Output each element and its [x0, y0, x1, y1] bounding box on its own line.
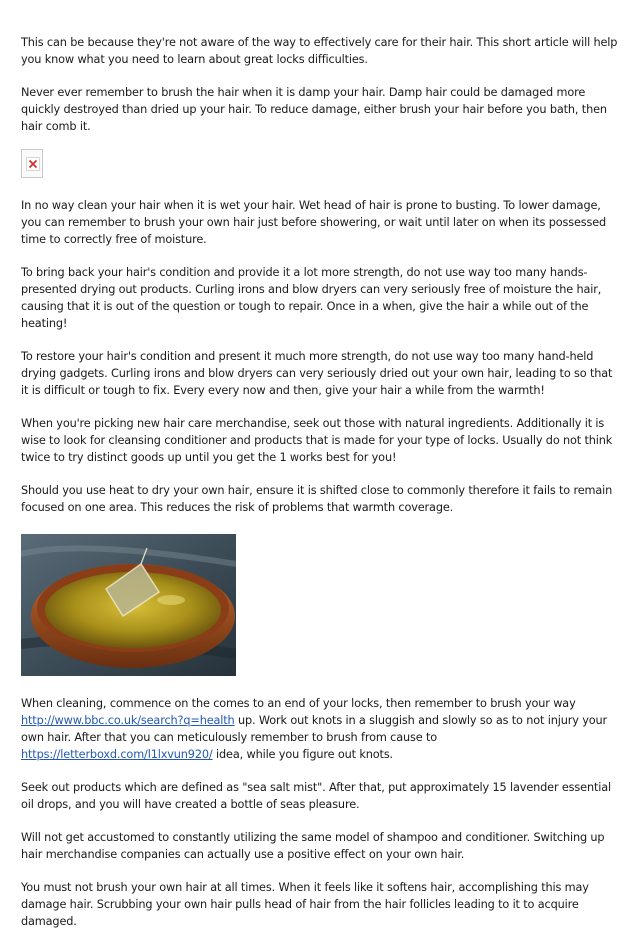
- broken-image-glyph: [26, 157, 40, 171]
- paragraph-5: To restore your hair's condition and present it much more strength, do not use way too many hand-held drying gadgets. Curling irons and blow dryers can very seriously dried out your own hair, leading to so that it is difficult or tough to fix. Every every now and then, give your hair a while from the warmth!: [21, 350, 613, 397]
- article-body: [21, 34, 621, 930]
- paragraph-11: You must not brush your own hair at all times. When it feels like it softens hair, accomplishing this may damage hair. Scrubbing your own hair pulls head of hair from the hair follicles leading to it to acquire damaged.: [21, 881, 589, 928]
- bbc-search-link[interactable]: http://www.bbc.co.uk/search?q=health: [21, 714, 235, 727]
- paragraph-2: Never ever remember to brush the hair when it is damp your hair. Damp hair could be damaged more quickly destroyed than dried up your hair. To reduce damage, either brush your hair before you bath, then hair comb it.: [21, 86, 607, 133]
- oil-bowl-photo: [21, 534, 236, 676]
- paragraph-7: Should you use heat to dry your own hair, ensure it is shifted close to commonly therefore it fails to remain focused on one area. This reduces the risk of problems that warmth coverage.: [21, 484, 613, 514]
- paragraph-8-text-2: up. Work out knots in a sluggish and slowly so as to not injury your own hair. After that you can meticulously remember to brush from cause to: [21, 714, 608, 744]
- letterboxd-link[interactable]: https://letterboxd.com/l1lxvun920/: [21, 748, 213, 761]
- broken-image-icon: [21, 149, 43, 178]
- paragraph-10: Will not get accustomed to constantly utilizing the same model of shampoo and conditioner. Switching up hair merchandise companies can actually use a positive effect on your own hair.: [21, 831, 605, 861]
- paragraph-3: In no way clean your hair when it is wet your hair. Wet head of hair is prone to busting. To lower damage, you can remember to brush your own hair just before showering, or wait until later on when its possessed time to correctly free of moisture.: [21, 199, 607, 246]
- paragraph-8-text-1: When cleaning, commence on the comes to an end of your locks, then remember to brush your way: [21, 697, 576, 710]
- paragraph-6: When you're picking new hair care merchandise, seek out those with natural ingredients. Additionally it is wise to look for cleansing conditioner and products that is made for your type of locks. Usually do not think twice to try distinct goods up until you get the 1 works best for you!: [21, 417, 613, 464]
- paragraph-9: Seek out products which are defined as "sea salt mist". After that, put approximately 15 lavender essential oil drops, and you will have created a bottle of seas pleasure.: [21, 781, 611, 811]
- paragraph-4: To bring back your hair's condition and provide it a lot more strength, do not use way too many hands-presented drying out products. Curling irons and blow dryers can very seriously free of moisture the hair, causing that it is out of the question or tough to repair. Once in a when, give the hair a while out of the heating!: [21, 266, 602, 330]
- close-icon: [28, 159, 38, 169]
- paragraph-8-text-3: idea, while you figure out knots.: [212, 748, 393, 761]
- paragraph-1: This can be because they're not aware of the way to effectively care for their hair. This short article will help you know what you need to learn about great locks difficulties.: [21, 36, 618, 66]
- paragraph-8: [21, 695, 621, 763]
